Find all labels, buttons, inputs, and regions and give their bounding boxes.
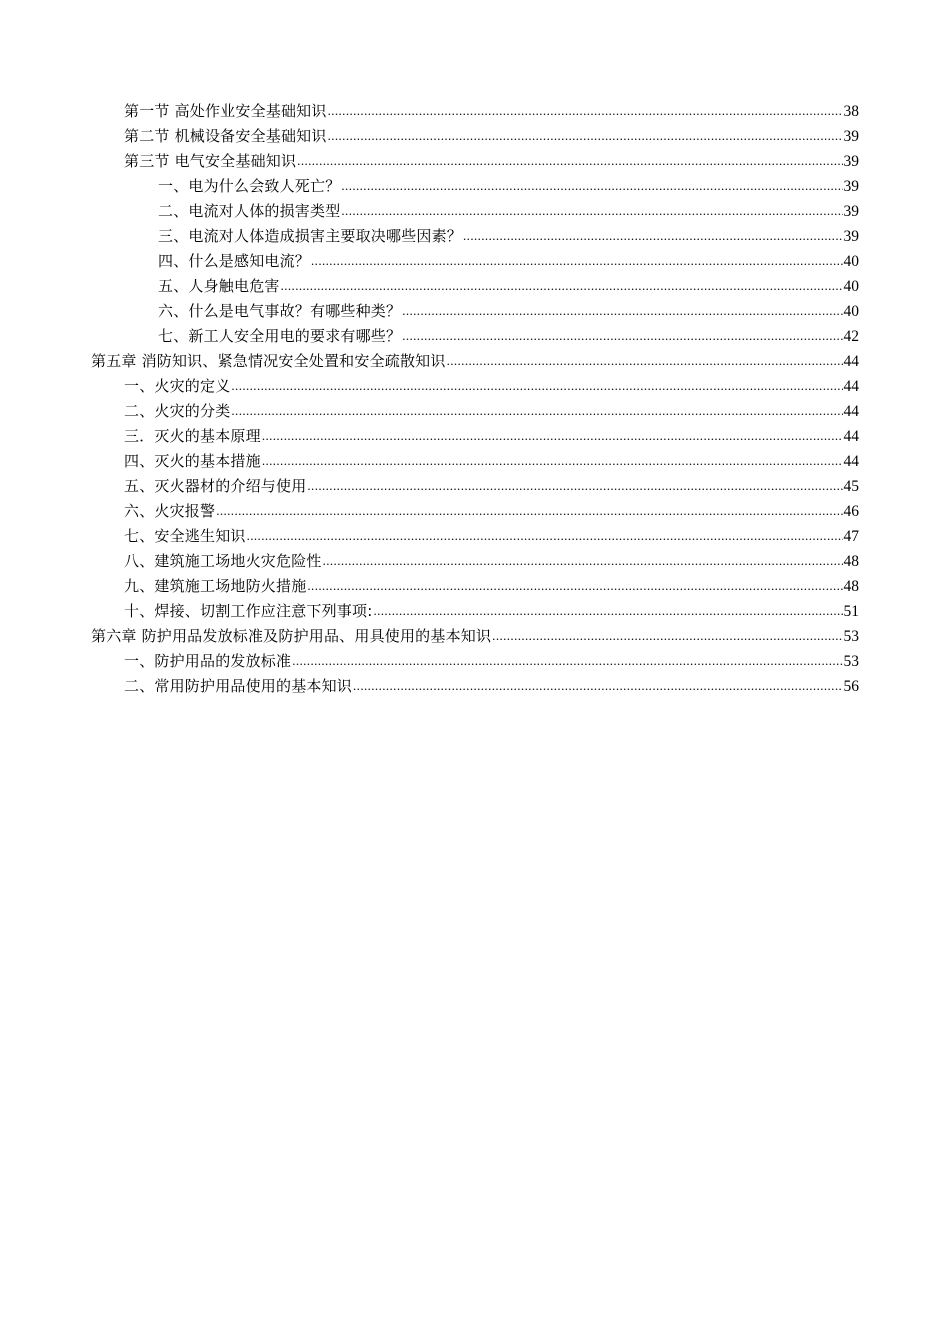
toc-entry-page: 39 (843, 228, 859, 245)
toc-entry[interactable] (0, 274, 950, 299)
toc-entry-title: 十、焊接、切割工作应注意下列事项: (124, 602, 373, 620)
toc-entry-title: 第二节 机械设备安全基础知识 (124, 127, 327, 145)
toc-entry[interactable] (0, 124, 950, 149)
toc-entry[interactable] (0, 224, 950, 249)
toc-entry-page: 42 (843, 328, 859, 345)
toc-dot-leader (307, 473, 842, 498)
toc-chapter-entry[interactable] (0, 624, 950, 649)
toc-entry[interactable] (0, 424, 950, 449)
toc-dot-leader (323, 548, 843, 573)
toc-dot-leader (247, 523, 843, 548)
toc-entry[interactable] (0, 249, 950, 274)
toc-dot-leader (262, 423, 843, 448)
toc-dot-leader (292, 648, 842, 673)
toc-entry-title: 四、灭火的基本措施 (124, 452, 261, 470)
toc-entry-title: 三、电流对人体造成损害主要取决哪些因素？ (158, 227, 463, 245)
toc-dot-leader (281, 273, 843, 298)
toc-entry-title: 第五章 消防知识、紧急情况安全处置和安全疏散知识 (91, 352, 446, 370)
toc-entry-title: 二、电流对人体的损害类型 (158, 202, 341, 220)
toc-dot-leader (311, 248, 842, 273)
toc-dot-leader (231, 398, 842, 423)
toc-entry[interactable] (0, 299, 950, 324)
toc-entry-page: 48 (843, 553, 859, 570)
toc-entry[interactable] (0, 149, 950, 174)
toc-entry-page: 45 (843, 478, 859, 495)
toc-dot-leader (447, 348, 843, 373)
toc-entry-page: 56 (843, 678, 859, 695)
toc-dot-leader (328, 98, 843, 123)
toc-entry-title: 第六章 防护用品发放标准及防护用品、用具使用的基本知识 (91, 627, 492, 645)
toc-entry-title: 七、新工人安全用电的要求有哪些？ (158, 327, 402, 345)
toc-dot-leader (353, 673, 842, 698)
toc-entry-page: 39 (843, 128, 859, 145)
toc-entry-page: 39 (843, 203, 859, 220)
toc-entry-title: 六、什么是电气事故？有哪些种类？ (158, 302, 402, 320)
toc-dot-leader (402, 298, 842, 323)
toc-entry-page: 53 (843, 653, 859, 670)
toc-dot-leader (262, 448, 843, 473)
toc-entry-page: 39 (843, 178, 859, 195)
toc-entry-title: 第三节 电气安全基础知识 (124, 152, 297, 170)
toc-entry[interactable] (0, 374, 950, 399)
toc-entry-title: 一、电为什么会致人死亡？ (158, 177, 341, 195)
toc-entry[interactable] (0, 524, 950, 549)
toc-dot-leader (297, 148, 842, 173)
toc-entry-page: 44 (843, 403, 859, 420)
toc-entry-title: 九、建筑施工场地防火措施 (124, 577, 307, 595)
toc-dot-leader (341, 173, 842, 198)
toc-dot-leader (231, 373, 842, 398)
toc-entry-title: 二、火灾的分类 (124, 402, 231, 420)
toc-entry[interactable] (0, 449, 950, 474)
toc-entry-page: 40 (843, 278, 859, 295)
toc-entry-title: 一、防护用品的发放标准 (124, 652, 292, 670)
toc-entry-title: 第一节 高处作业安全基础知识 (124, 102, 327, 120)
toc-entry-title: 八、建筑施工场地火灾危险性 (124, 552, 322, 570)
toc-entry-page: 53 (843, 628, 859, 645)
toc-entry[interactable] (0, 674, 950, 699)
table-of-contents (0, 99, 950, 699)
toc-entry[interactable] (0, 499, 950, 524)
toc-dot-leader (216, 498, 842, 523)
toc-entry-title: 七、安全逃生知识 (124, 527, 246, 545)
toc-dot-leader (492, 623, 842, 648)
toc-entry-page: 40 (843, 253, 859, 270)
toc-entry-title: 四、什么是感知电流？ (158, 252, 311, 270)
toc-entry[interactable] (0, 574, 950, 599)
toc-entry[interactable] (0, 599, 950, 624)
toc-entry-page: 48 (843, 578, 859, 595)
toc-entry-page: 46 (843, 503, 859, 520)
toc-entry-title: 六、火灾报警 (124, 502, 216, 520)
toc-dot-leader (328, 123, 843, 148)
toc-entry-title: 五、灭火器材的介绍与使用 (124, 477, 307, 495)
toc-entry-page: 44 (843, 378, 859, 395)
toc-entry-title: 五、人身触电危害 (158, 277, 280, 295)
toc-dot-leader (463, 223, 842, 248)
toc-dot-leader (341, 198, 842, 223)
toc-entry[interactable] (0, 474, 950, 499)
toc-entry-title: 一、火灾的定义 (124, 377, 231, 395)
toc-entry-page: 44 (843, 353, 859, 370)
toc-entry[interactable] (0, 99, 950, 124)
toc-entry-title: 三．灭火的基本原理 (124, 427, 261, 445)
toc-dot-leader (307, 573, 842, 598)
toc-entry-page: 38 (843, 103, 859, 120)
toc-entry[interactable] (0, 549, 950, 574)
toc-entry-page: 40 (843, 303, 859, 320)
toc-entry-page: 44 (843, 428, 859, 445)
toc-entry-page: 51 (843, 603, 859, 620)
toc-entry[interactable] (0, 649, 950, 674)
toc-entry-page: 44 (843, 453, 859, 470)
toc-chapter-entry[interactable] (0, 349, 950, 374)
toc-entry[interactable] (0, 199, 950, 224)
toc-dot-leader (402, 323, 842, 348)
toc-entry[interactable] (0, 174, 950, 199)
toc-entry-title: 二、常用防护用品使用的基本知识 (124, 677, 353, 695)
toc-entry[interactable] (0, 399, 950, 424)
toc-entry-page: 39 (843, 153, 859, 170)
toc-entry-page: 47 (843, 528, 859, 545)
toc-entry[interactable] (0, 324, 950, 349)
toc-dot-leader (373, 598, 842, 623)
